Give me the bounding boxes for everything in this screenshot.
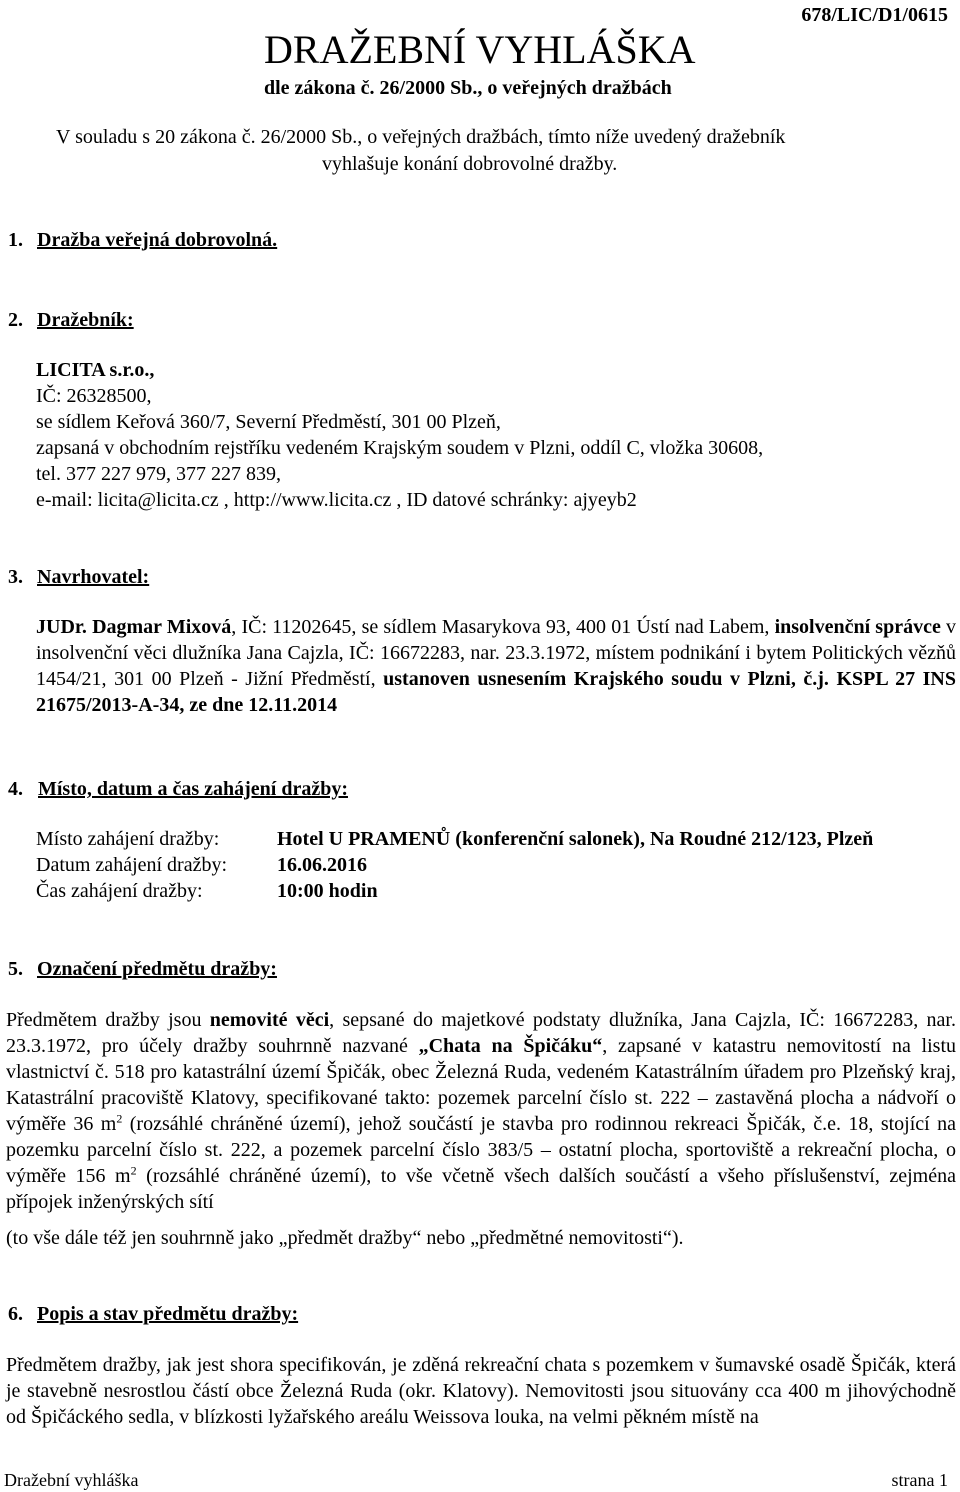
section-3-heading — [8, 566, 149, 589]
auctioneer-address: se sídlem Keřová 360/7, Severní Předměstí, 301 00 Plzeň, — [36, 411, 501, 433]
auctioneer-contact: e-mail: licita@licita.cz , http://www.licita.cz , ID datové schránky: ajyeyb2 — [36, 489, 637, 511]
subject-text: (rozsáhlé chráněné území), to vše včetně všech dalších součástí a všeho příslušenství, zejména přípojek inženýrských sítí — [6, 1165, 956, 1213]
subject-text: , zapsané v katastru nemovitostí na listu vlastnictví č. 518 pro katastrální území Špičák, obec Železná Ruda, vedeném Katastrálním úřadem pro Plzeňský kraj, Katastrální pracoviště Klatovy, specifikované takto: pozemek parcelní číslo st. 222 – zastavěná plocha a nádvoří o výměře 36 m — [6, 1035, 957, 1135]
section-number: 1. — [8, 229, 23, 251]
proposer-text: , IČ: 11202645, se sídlem Masarykova 93, 400 01 Ústí nad Labem, — [231, 616, 775, 638]
proposer-text: v insolvenční věci dlužníka Jana Cajzla, IČ: 16672283, nar. 23.3.1972, místem podnikání i bytem Politických vězňů 1454/21, 301 00 Plzeň - Jižní Předměstí, — [36, 616, 957, 690]
section-number: 4. — [8, 778, 23, 800]
section-number: 5. — [8, 958, 23, 980]
document-subtitle: dle zákona č. 26/2000 Sb., o veřejných dražbách — [264, 77, 672, 99]
detail-value: Hotel U PRAMENŮ (konferenční salonek), Na Roudné 212/123, Plzeň — [277, 828, 874, 850]
court-resolution: ustanoven usnesením Krajského soudu v Plzni, č.j. KSPL 27 INS 21675/2013-A-34, ze dne 12.11.2014 — [36, 668, 956, 716]
subject-paragraph — [6, 1007, 956, 1215]
auctioneer-registry: zapsaná v obchodním rejstříku vedeném Krajským soudem v Plzni, oddíl C, vložka 30608, — [36, 437, 764, 459]
subject-text: Předmětem dražby jsou — [6, 1009, 210, 1031]
intro-line-2: vyhlašuje konání dobrovolné dražby. — [322, 153, 618, 175]
section-4-heading — [8, 778, 348, 801]
auction-details — [36, 826, 873, 904]
section-6-heading — [8, 1303, 298, 1326]
detail-label: Datum zahájení dražby: — [36, 854, 228, 876]
section-number: 6. — [8, 1303, 23, 1325]
document-title: DRAŽEBNÍ VYHLÁŠKA — [264, 27, 696, 72]
section-number: 3. — [8, 566, 23, 588]
section-number: 2. — [8, 309, 23, 331]
auctioneer-id: IČ: 26328500, — [36, 385, 152, 407]
detail-value: 16.06.2016 — [277, 854, 367, 876]
proposer-name: JUDr. Dagmar Mixová — [36, 616, 232, 638]
detail-row-date — [36, 852, 873, 878]
document-id: 678/LIC/D1/0615 — [801, 4, 948, 26]
detail-value: 10:00 hodin — [277, 880, 378, 902]
section-title: Dražebník: — [37, 309, 134, 331]
auctioneer-name: LICITA s.r.o., — [36, 359, 155, 381]
section-title: Označení předmětu dražby: — [37, 958, 277, 980]
page-number: strana 1 — [891, 1470, 948, 1490]
section-title: Dražba veřejná dobrovolná. — [37, 229, 278, 251]
section-title: Popis a stav předmětu dražby: — [37, 1303, 299, 1325]
auctioneer-block — [36, 357, 763, 513]
section-title: Místo, datum a čas zahájení dražby: — [38, 778, 348, 800]
subject-text: (rozsáhlé chráněné území), jehož součástí je stavba pro rodinnou rekreaci Špičák, č.e. 18, stojící na pozemku parcelní číslo st. 222, a pozemek parcelní číslo 383/5 – ostatní plocha, sportoviště a rekreační plocha, o výměře 156 m — [6, 1113, 956, 1187]
footer-title: Dražební vyhláška — [4, 1470, 139, 1490]
detail-label: Čas zahájení dražby: — [36, 880, 203, 902]
subject-name: „Chata na Špičáku“ — [418, 1035, 603, 1057]
detail-row-place — [36, 826, 873, 852]
section-1-heading — [8, 229, 277, 252]
subject-text: , sepsané do majetkové podstaty dlužníka, Jana Cajzla, IČ: 16672283, nar. 23.3.1972, pro účely dražby souhrnně nazvané — [6, 1009, 956, 1057]
superscript: 2 — [116, 1111, 123, 1126]
superscript: 2 — [130, 1163, 137, 1178]
proposer-paragraph — [36, 614, 956, 718]
auctioneer-phone: tel. 377 227 979, 377 227 839, — [36, 463, 281, 485]
section-2-heading — [8, 309, 134, 332]
subject-note: (to vše dále též jen souhrnně jako „předmět dražby“ nebo „předmětné nemovitosti“). — [6, 1227, 684, 1249]
intro-line-1: V souladu s 20 zákona č. 26/2000 Sb., o veřejných dražbách, tímto níže uvedený dražebník — [56, 126, 786, 148]
section-5-heading — [8, 958, 277, 981]
description-paragraph: Předmětem dražby, jak jest shora specifikován, je zděná rekreační chata s pozemkem v šumavské osadě Špičák, která je stavebně nesrostlou částí obce Železná Ruda (okr. Klatovy). Nemovitosti jsou situovány cca 400 m jihovýchodně od Špičáckého sedla, v blízkosti lyžařského areálu Weissova louka, na velmi pěkném místě na — [6, 1354, 956, 1428]
section-title: Navrhovatel: — [37, 566, 150, 588]
subject-emphasis: nemovité věci — [209, 1009, 330, 1031]
detail-label: Místo zahájení dražby: — [36, 828, 220, 850]
detail-row-time — [36, 878, 873, 904]
proposer-role: insolvenční správce — [774, 616, 941, 638]
